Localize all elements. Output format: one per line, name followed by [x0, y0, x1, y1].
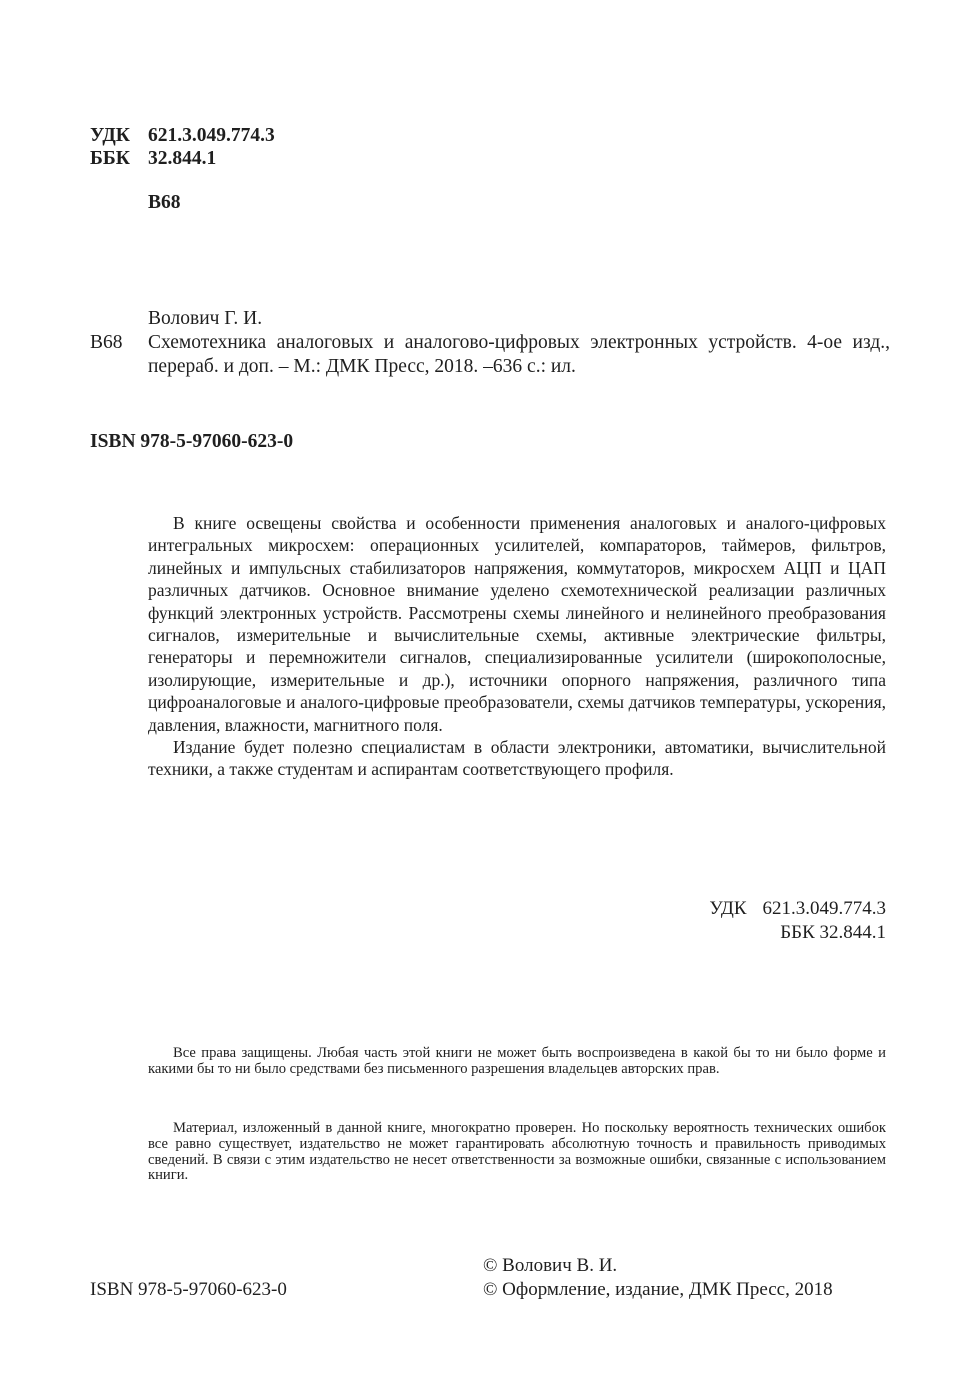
isbn-heading: ISBN 978-5-97060-623-0 — [90, 431, 294, 452]
disclaimer-text: Материал, изложенный в данной книге, многократно проверен. Но поскольку вероятность технических ошибок все равно существует, издательство не может гарантировать абсолютную точность и правильность приводимых сведений. В связи с этим издательство не несет ответственности за возможные ошибки, связанные с использованием книги. — [148, 1120, 886, 1184]
copyright-publisher: © Оформление, издание, ДМК Пресс, 2018 — [483, 1279, 833, 1300]
udk-label: УДК — [90, 125, 130, 146]
rights-text: Все права защищены. Любая часть этой книги не может быть воспроизведена в какой бы то ни было форме и какими бы то ни было средствами без письменного разрешения владельцев авторских прав. — [148, 1045, 886, 1077]
author-code: В68 — [148, 192, 181, 213]
disclaimer-notice — [148, 1121, 886, 1184]
abstract — [148, 512, 886, 781]
isbn-footer: ISBN 978-5-97060-623-0 — [90, 1279, 287, 1300]
bibliographic-entry — [90, 331, 890, 379]
copyright-block — [483, 1254, 833, 1302]
abstract-paragraph-2: Издание будет полезно специалистам в области электроники, автоматики, вычислительной техники, а также студентам и аспирантам соответствующего профиля. — [148, 737, 886, 780]
udk-bbk-header — [90, 124, 275, 170]
bibliographic-record — [90, 307, 890, 379]
bbk-value: 32.844.1 — [148, 148, 217, 169]
udk-line — [709, 897, 886, 921]
udk-value: 621.3.049.774.3 — [148, 125, 275, 146]
rights-notice — [148, 1046, 886, 1078]
copyright-author: © Волович В. И. — [483, 1255, 618, 1276]
bbk-row — [90, 147, 275, 170]
udk-label: УДК — [709, 898, 747, 919]
entry-description: Схемотехника аналоговых и аналогово-цифровых электронных устройств. 4-ое изд., перераб. и доп. – М.: ДМК Пресс, 2018. –636 с.: ил. — [148, 332, 890, 377]
author-name: Волович Г. И. — [148, 308, 263, 329]
bbk-line: ББК 32.844.1 — [780, 922, 886, 943]
entry-code: В68 — [90, 332, 123, 353]
udk-value: 621.3.049.774.3 — [762, 898, 886, 919]
udk-row — [90, 124, 275, 147]
abstract-paragraph-1: В книге освещены свойства и особенности применения аналоговых и аналого-цифровых интегральных микросхем: операционных усилителей, компараторов, таймеров, фильтров, линейных и импульсных стабилизаторов напряжения, коммутаторов, микросхем АЦП и ЦАП различных датчиков. Основное внимание уделено схемотехнической реализации различных функций электронных устройств. Рассмотрены схемы линейного и нелинейного преобразования сигналов, измерительные и вычислительные схемы, активные электрические фильтры, генераторы и перемножители сигналов, специализированные усилители (широкополосные, изолирующие, измерительные и др.), источники опорного напряжения, различного типа цифроаналоговые и аналого-цифровые преобразователи, схемы датчиков температуры, ускорения, давления, влажности, магнитного поля. — [148, 513, 886, 735]
classification-block — [709, 897, 886, 945]
bbk-label: ББК — [90, 148, 130, 169]
